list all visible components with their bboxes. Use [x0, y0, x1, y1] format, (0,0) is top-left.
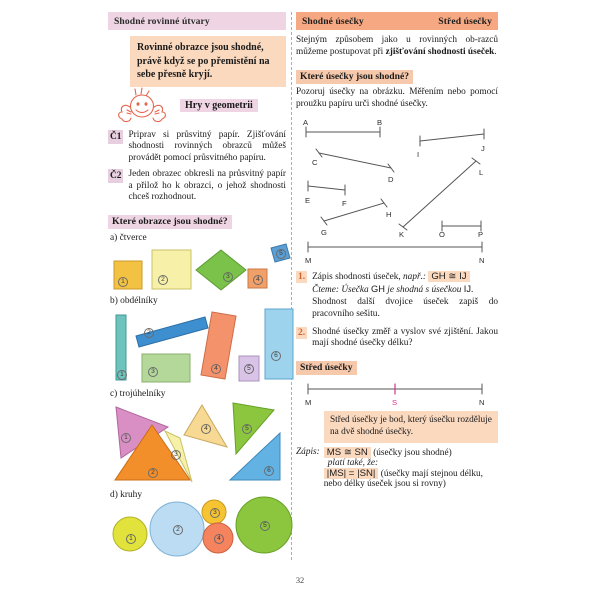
midpoint-label-s: S	[392, 398, 398, 408]
shape-tag-rect-4: 4	[211, 364, 221, 374]
right-item-1	[296, 271, 498, 320]
page-number: 32	[295, 576, 305, 585]
segment-label-g: G	[321, 228, 327, 238]
left-column	[108, 12, 286, 572]
right-item-1-read-a: Úsečka	[341, 285, 369, 296]
group-key-a: a)	[110, 233, 118, 244]
shape-tag-rect-6: 6	[271, 351, 281, 361]
step-c1-text: Priprav si průsvitný papír. Zjišťování shodnosti rovinných obrazců můžeš provádět pomocí průsvitného papíru.	[128, 129, 286, 163]
right-item-1-formula: GH ≅ IJ	[428, 271, 469, 282]
step-c2-text: Jeden obrazec obkresli na průsvitný papír a přilož ho k obrazci, o jehož shodnosti chceš rozhodnout.	[128, 169, 286, 203]
step-c1-tag: Č1	[110, 131, 122, 142]
shape-tag-rect-5: 5	[244, 364, 254, 374]
right-item-2	[296, 327, 498, 351]
group-label-triangles	[110, 389, 286, 399]
right-item-1-read-ij: IJ	[463, 284, 471, 295]
zapis-body	[324, 447, 498, 489]
left-header-band: Shodné rovinné útvary	[108, 12, 286, 30]
right-intro-a: Stejným způsobem jako u rovinných ob-razců můžeme postupovat při	[296, 35, 498, 57]
segment-label-b: B	[377, 118, 383, 128]
shape-tag-square-4: 4	[253, 275, 263, 285]
step-c2-tag: Č2	[110, 171, 122, 182]
segment-label-e: E	[305, 196, 311, 206]
shape-tag-circ-4: 4	[214, 534, 224, 544]
zapis-also: platí také, že:	[327, 457, 379, 468]
segment-label-j: J	[481, 144, 485, 154]
segment-label-o: O	[439, 230, 445, 240]
mid-header: Střed úsečky	[296, 361, 357, 375]
group-name-squares: čtverce	[119, 233, 147, 244]
shape-tag-square-5: 5	[276, 249, 286, 259]
zapis-formula-1: MS ≅ SN	[324, 447, 371, 458]
right-intro-b: zjišťování shodnosti úseček	[385, 46, 495, 57]
right-question: Které úsečky jsou shodné?	[296, 70, 413, 84]
shape-tag-square-2: 2	[158, 275, 168, 285]
shape-tag-tri-4: 4	[201, 424, 211, 434]
right-item-1-pre: Zápis shodnosti úseček,	[312, 272, 404, 283]
group-label-squares	[110, 233, 286, 243]
shape-tag-circ-2: 2	[173, 525, 183, 535]
shape-tag-tri-1: 1	[121, 433, 131, 443]
midpoint-definition: Střed úsečky je bod, který úsečku rozděluje na dvě shodné úsečky.	[324, 411, 498, 443]
step-c1	[108, 130, 286, 165]
right-header-right: Střed úsečky	[438, 15, 492, 27]
zapis-note-1: (úsečky jsou shodné)	[373, 447, 452, 458]
game-row	[108, 91, 286, 125]
shape-tag-square-3: 3	[223, 272, 233, 282]
group-key-b: b)	[110, 296, 118, 307]
zapis-label: Zápis:	[296, 446, 320, 457]
segment-label-i: I	[417, 150, 420, 160]
cartoon-face-icon	[114, 91, 176, 125]
figure-triangles	[108, 400, 286, 486]
right-intro	[296, 35, 498, 58]
group-key-d: d)	[110, 490, 118, 501]
segment-label-n: N	[479, 256, 485, 266]
right-item-1-body	[312, 271, 498, 320]
segment-label-m: M	[305, 256, 312, 266]
figure-squares	[108, 244, 286, 292]
shape-tag-tri-2: 2	[148, 468, 158, 478]
left-question: Které obrazce jsou shodné?	[108, 215, 232, 229]
triangles-svg	[108, 400, 286, 486]
segment-label-l: L	[479, 168, 484, 178]
right-item-1-num: 1.	[298, 272, 306, 283]
shape-tag-rect-1: 1	[117, 370, 127, 380]
congruence-definition: Rovinné obrazce jsou shodné, právě když se po přemistění na sebe přesně kryjí.	[130, 36, 286, 87]
shape-tag-circ-3: 3	[210, 508, 220, 518]
right-item-1-read-end: .	[470, 285, 474, 296]
group-label-rectangles	[110, 296, 286, 306]
shape-tag-circ-1: 1	[126, 534, 136, 544]
segment-label-h: H	[386, 210, 392, 220]
shape-tag-tri-6: 6	[264, 466, 274, 476]
figure-circles	[108, 501, 286, 557]
group-name-rectangles: obdélníky	[120, 296, 158, 307]
zapis-note-2: (úsečky mají stejnou délku, nebo délky úseček jsou si rovny)	[323, 468, 483, 489]
shape-tag-rect-3: 3	[148, 367, 158, 377]
shape-tag-circ-5: 5	[260, 521, 270, 531]
midpoint-diagram	[296, 381, 498, 407]
right-item-2-text: Shodné úsečky změř a vyslov své zjištění. Jakou mají shodné úsečky délku?	[312, 326, 498, 349]
segment-label-a: A	[303, 118, 309, 128]
right-column	[296, 12, 498, 572]
segment-mn-diagram	[296, 239, 498, 265]
right-item-1-read-gh: GH	[371, 284, 385, 295]
right-item-2-num: 2.	[298, 327, 306, 338]
right-question-sub: Pozoruj úsečky na obrázku. Měřením nebo pomocí proužku papíru urči shodné úsečky.	[296, 87, 498, 109]
right-header-band	[296, 12, 498, 30]
segment-label-d: D	[388, 175, 394, 185]
right-header-left: Shodné úsečky	[302, 15, 364, 27]
group-name-circles: kruhy	[120, 490, 143, 501]
shape-tag-tri-3: 3	[171, 450, 181, 460]
right-intro-c: .	[494, 46, 497, 57]
figure-rectangles	[108, 307, 286, 385]
right-item-1-read-b: je shodná s úsečkou	[387, 285, 462, 296]
zapis-block	[296, 447, 498, 489]
right-item-1-napr: např.:	[403, 272, 426, 283]
midpoint-label-n: N	[479, 398, 485, 408]
group-name-triangles: trojúhelníky	[119, 389, 166, 400]
segment-label-k: K	[399, 230, 405, 240]
shape-tag-rect-2: 2	[144, 328, 154, 338]
midpoint-label-m: M	[305, 398, 312, 408]
game-label: Hry v geometrii	[180, 99, 258, 112]
segments-diagram	[296, 115, 498, 240]
shape-tag-square-1: 1	[118, 277, 128, 287]
column-divider	[291, 12, 292, 560]
segment-label-p: P	[478, 230, 484, 240]
shape-tag-tri-5: 5	[242, 424, 252, 434]
group-key-c: c)	[110, 389, 118, 400]
right-item-1-tail: Shodnost další dvojice úseček zapiš do pracovního sešitu.	[312, 296, 498, 319]
squares-svg	[108, 244, 286, 292]
segment-label-f: F	[342, 199, 347, 209]
segment-label-c: C	[312, 158, 318, 168]
step-c2	[108, 169, 286, 204]
rectangles-svg	[108, 307, 286, 385]
right-item-1-read-label: Čteme:	[312, 285, 339, 296]
zapis-formula-2: |MS| = |SN|	[324, 468, 379, 479]
circles-svg	[108, 501, 286, 557]
